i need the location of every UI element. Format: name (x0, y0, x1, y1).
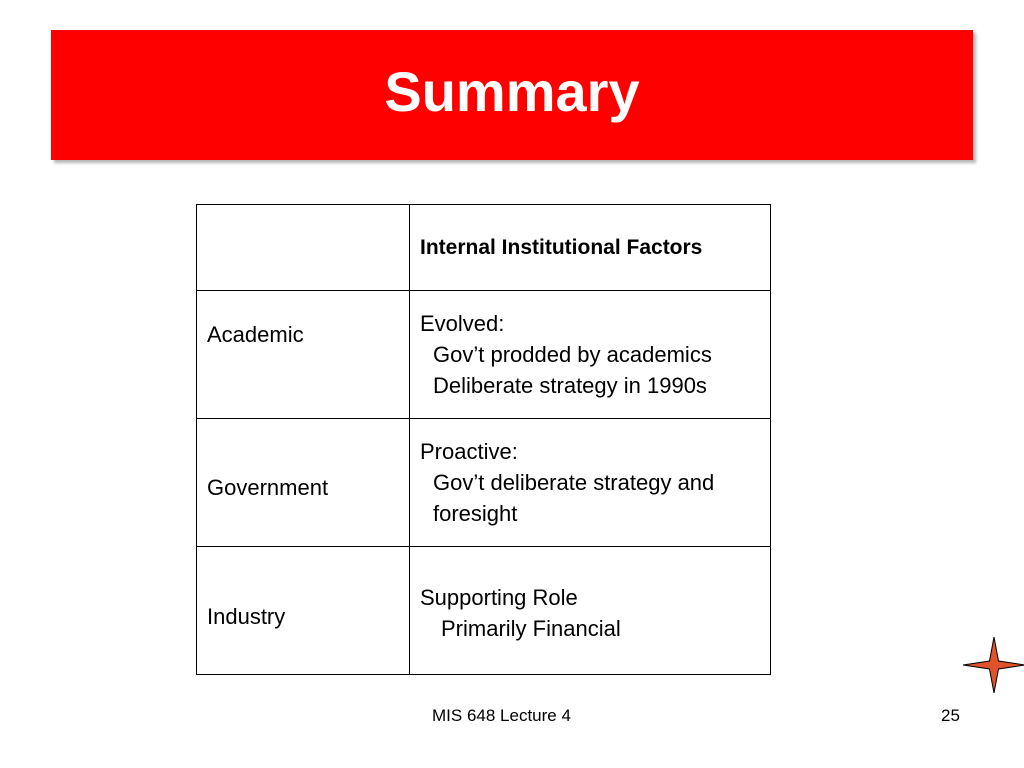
summary-table (196, 204, 771, 675)
title-bar (51, 30, 973, 160)
header-cell: Internal Institutional Factors (410, 205, 771, 291)
cell-line: Supporting Role (420, 584, 578, 610)
table-row (197, 419, 771, 547)
row-content-cell (410, 547, 771, 675)
cell-line: Deliberate strategy in 1990s (433, 373, 707, 398)
cell-line: Gov’t deliberate strategy and (433, 470, 715, 495)
row-label-cell (197, 547, 410, 675)
slide-title: Summary (384, 59, 640, 123)
table-row (197, 547, 771, 675)
cell-line: Proactive: (420, 439, 518, 464)
cell-line: Primarily Financial (441, 615, 621, 641)
cell-line: Gov’t prodded by academics (433, 342, 712, 367)
table-header-row (197, 205, 771, 291)
footer-label: MIS 648 Lecture 4 (432, 706, 571, 725)
row-label-cell (197, 419, 410, 547)
row-label-cell (197, 291, 410, 419)
page-number: 25 (941, 706, 960, 725)
header-empty-cell (197, 205, 410, 291)
four-point-star-icon (963, 637, 1024, 693)
row-content-cell (410, 419, 771, 547)
cell-line: Evolved: (420, 311, 505, 336)
row-content-cell (410, 291, 771, 419)
row-label: Industry (207, 604, 286, 629)
row-label: Academic (207, 321, 304, 347)
row-label: Government (207, 475, 329, 500)
cell-line: foresight (433, 501, 518, 526)
table-row (197, 291, 771, 419)
